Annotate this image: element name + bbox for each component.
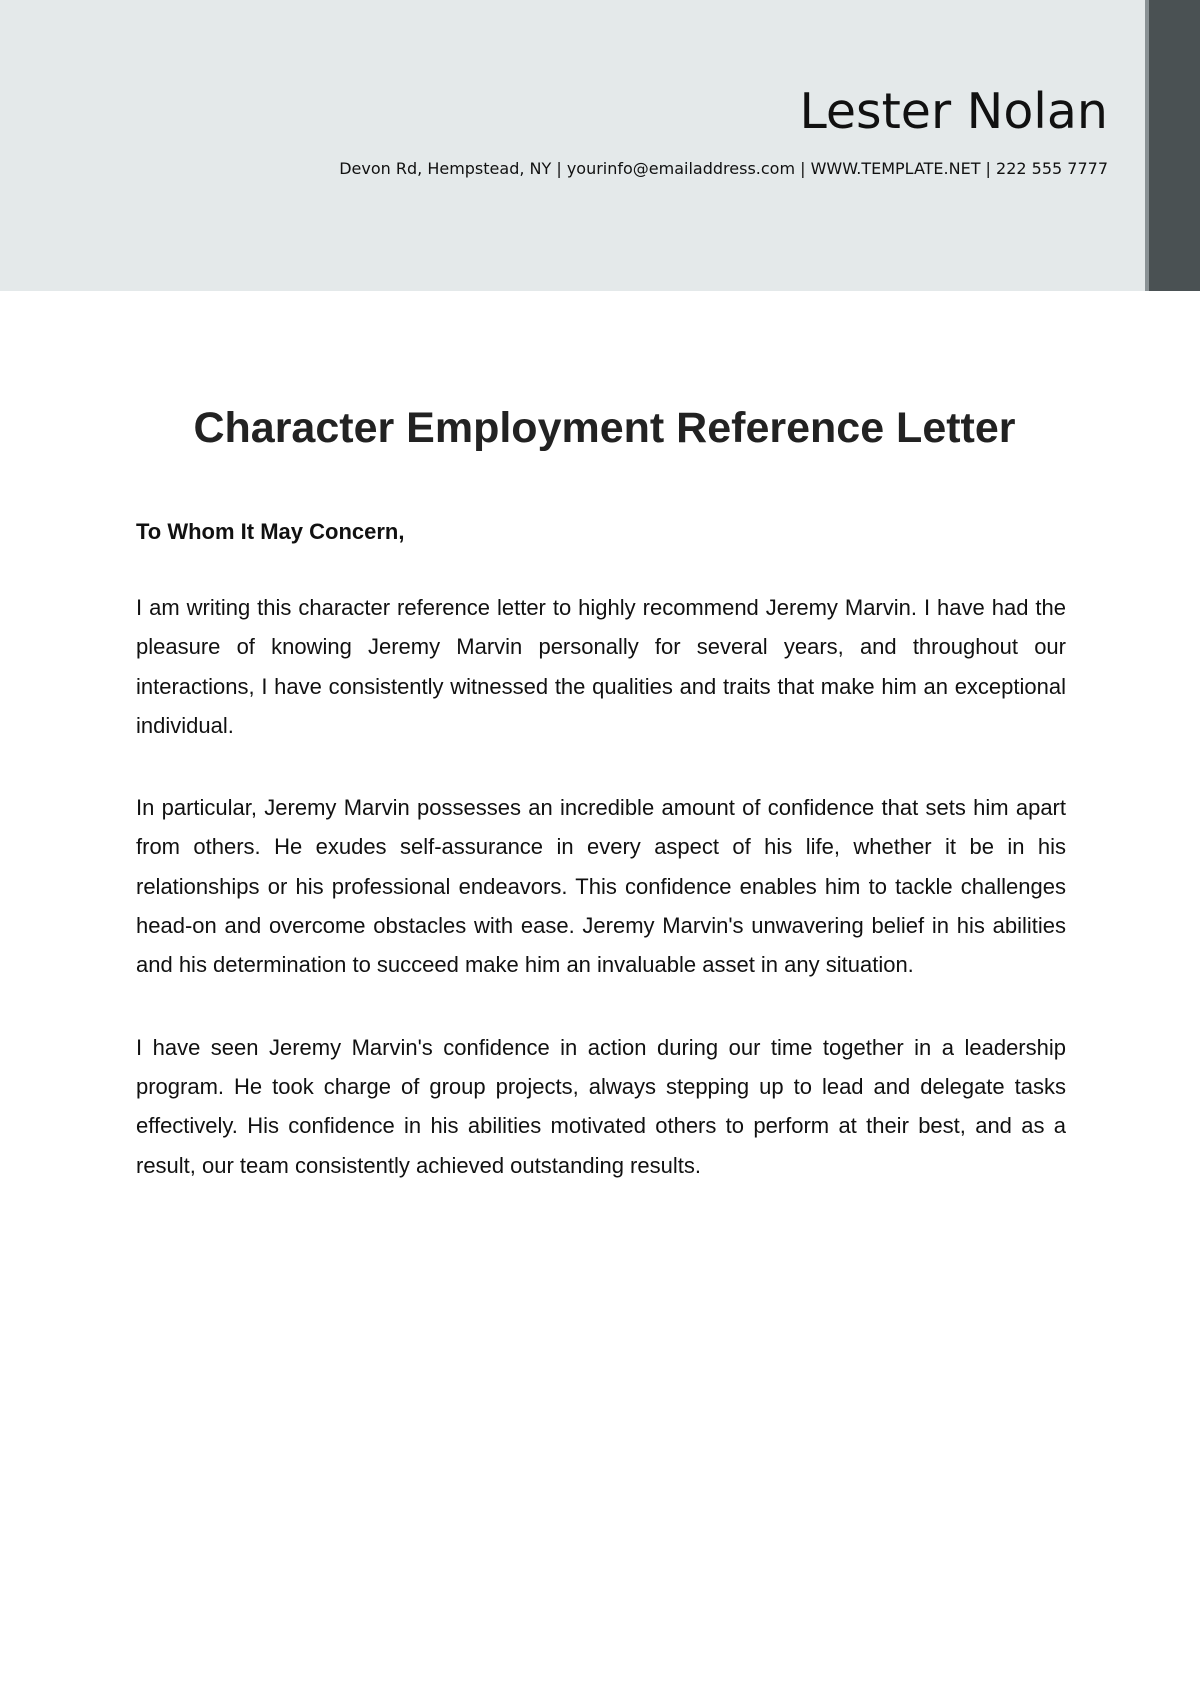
header-side-bar: [1145, 0, 1200, 291]
sender-contact-info: Devon Rd, Hempstead, NY | yourinfo@emailaddress.com | WWW.TEMPLATE.NET | 222 555 7777: [339, 159, 1108, 178]
sender-name: Lester Nolan: [799, 83, 1108, 140]
letter-paragraph-2: In particular, Jeremy Marvin possesses an incredible amount of confidence that sets him apart from others. He exudes self-assurance in every aspect of his life, whether it be in his relationships or his professional endeavors. This confidence enables him to tackle challenges head-on and overcome obstacles with ease. Jeremy Marvin's unwavering belief in his abilities and his determination to succeed make him an invaluable asset in any situation.: [136, 795, 1066, 978]
header-side-bar-edge: [1145, 0, 1149, 291]
letter-salutation: To Whom It May Concern,: [136, 519, 405, 544]
letter-paragraph-1: I am writing this character reference letter to highly recommend Jeremy Marvin. I have had the pleasure of knowing Jeremy Marvin personally for several years, and throughout our interactions, I have consistently witnessed the qualities and traits that make him an exceptional individual.: [136, 595, 1066, 738]
letter-paragraph-3: I have seen Jeremy Marvin's confidence in action during our time together in a leadership program. He took charge of group projects, always stepping up to lead and delegate tasks effectively. His confidence in his abilities motivated others to perform at their best, and as a result, our team consistently achieved outstanding results.: [136, 1034, 1066, 1178]
letter-body: [136, 514, 1066, 1228]
letter-title: Character Employment Reference Letter: [193, 404, 1016, 452]
